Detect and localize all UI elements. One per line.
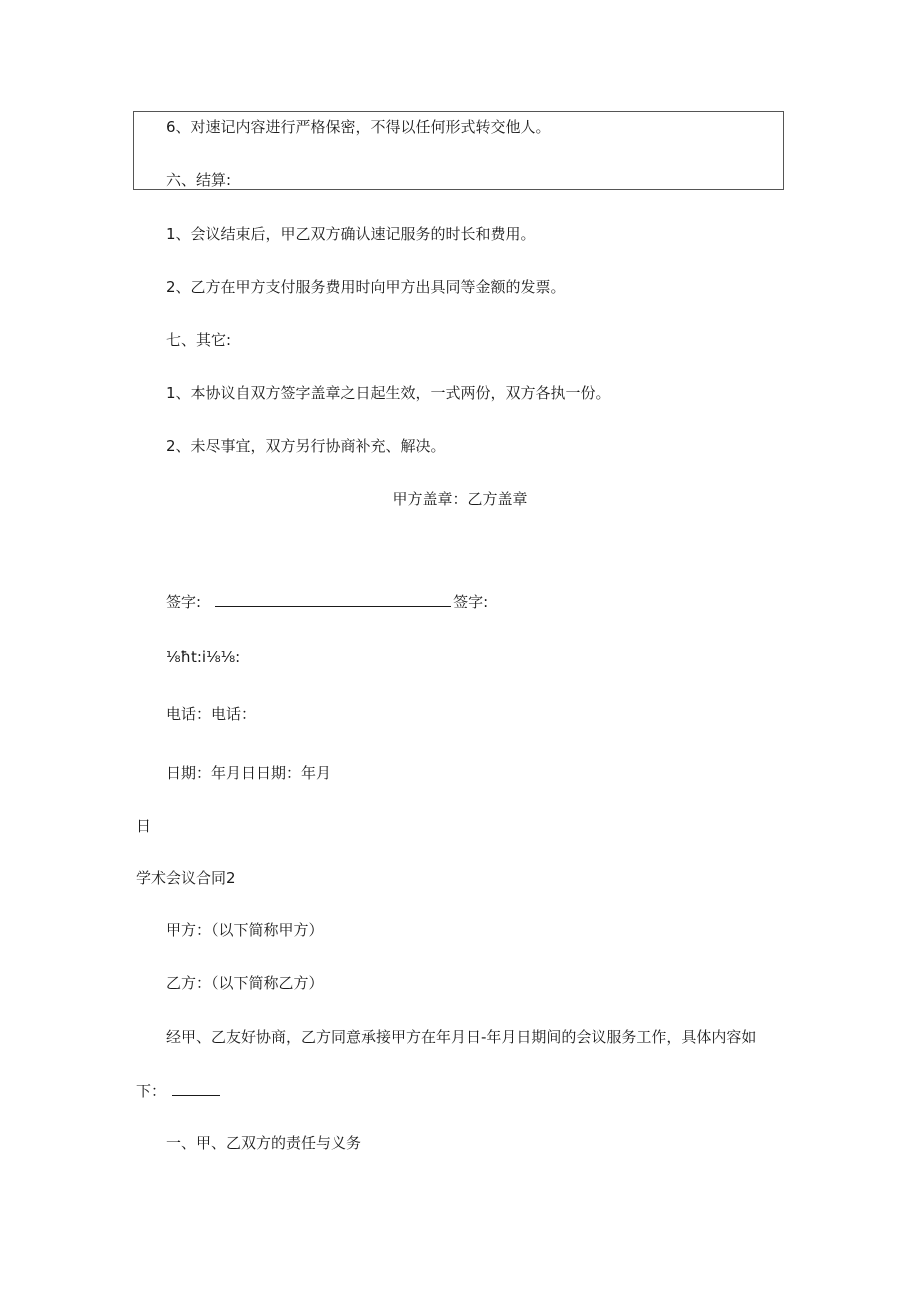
section-heading: 一、甲、乙双方的责任与义务 bbox=[166, 1134, 362, 1152]
clause-item: 1、本协议自双方签字盖章之日起生效，一式两份，双方各执一份。 bbox=[166, 384, 611, 402]
contract-title: 学术会议合同2 bbox=[136, 869, 236, 887]
signature-blank bbox=[215, 592, 451, 607]
phone-line: 电话：电话： bbox=[166, 705, 257, 723]
seal-line: 甲方盖章：乙方盖章 bbox=[392, 490, 528, 508]
clause-item: 1、会议结束后，甲乙双方确认速记服务的时长和费用。 bbox=[166, 225, 536, 243]
party-b-line: 乙方：（以下简称乙方） bbox=[166, 974, 324, 992]
fill-in-blank bbox=[172, 1081, 220, 1096]
party-a-line: 甲方：（以下简称甲方） bbox=[166, 921, 324, 939]
clause-item: 2、乙方在甲方支付服务费用时向甲方出具同等金额的发票。 bbox=[166, 278, 566, 296]
intro-line-continued bbox=[136, 1081, 220, 1101]
date-line-tail: 日 bbox=[136, 817, 152, 835]
signature-label-left: 签字: bbox=[166, 593, 202, 611]
garbled-line: ⅛ħt:i⅛⅛: bbox=[166, 648, 241, 666]
section-heading: 七、其它: bbox=[166, 331, 232, 349]
signature-label-right: 签字: bbox=[453, 593, 489, 611]
signature-line bbox=[166, 592, 488, 612]
section-heading: 六、结算: bbox=[166, 171, 232, 189]
date-line: 日期：年月日日期：年月 bbox=[166, 764, 332, 782]
intro-line-text: 下： bbox=[136, 1082, 167, 1100]
clause-item: 2、未尽事宜，双方另行协商补充、解决。 bbox=[166, 437, 446, 455]
clause-item: 6、对速记内容进行严格保密，不得以任何形式转交他人。 bbox=[166, 118, 551, 136]
intro-line: 经甲、乙友好协商，乙方同意承接甲方在年月日-年月日期间的会议服务工作，具体内容如 bbox=[166, 1028, 757, 1046]
